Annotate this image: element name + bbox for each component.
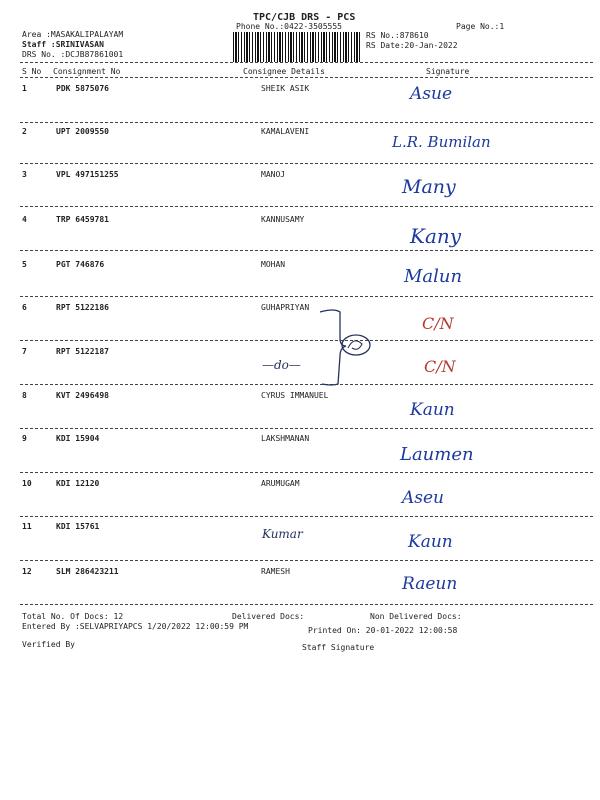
handwritten-signature: Kany	[410, 224, 462, 248]
staff-signature-label: Staff Signature	[302, 643, 375, 652]
drs-number: DRS No. :DCJB87861001	[22, 50, 124, 59]
row-sno: 2	[22, 127, 27, 136]
row-divider	[20, 206, 593, 207]
row-divider	[20, 604, 593, 605]
column-header-signature: Signature	[426, 67, 470, 76]
row-consignee: GUHAPRIYAN	[261, 303, 310, 312]
row-consignment-no: KDI 15904	[56, 434, 100, 443]
handwritten-signature: Aseu	[402, 488, 445, 508]
row-sno: 4	[22, 215, 27, 224]
row-sno: 9	[22, 434, 27, 443]
handwritten-note: C/N	[422, 314, 454, 333]
phone-number: Phone No.:0422-3505555	[236, 22, 342, 31]
row-sno: 10	[22, 479, 32, 488]
page-number: Page No.:1	[456, 22, 505, 31]
area-label: Area :MASAKALIPALAYAM	[22, 30, 124, 39]
row-sno: 8	[22, 391, 27, 400]
row-consignment-no: KVT 2496498	[56, 391, 109, 400]
row-consignee: ARUMUGAM	[261, 479, 300, 488]
row-sno: 11	[22, 522, 32, 531]
row-divider	[20, 472, 593, 473]
row-consignment-no: PDK 5875076	[56, 84, 109, 93]
row-consignment-no: KDI 12120	[56, 479, 100, 488]
row-sno: 12	[22, 567, 32, 576]
handwritten-signature: Many	[402, 176, 456, 198]
entered-by: Entered By :SELVAPRIYAPCS 1/20/2022 12:00:59 PM	[22, 622, 249, 631]
row-consignee: MOHAN	[261, 260, 286, 269]
document-title: TPC/CJB DRS - PCS	[253, 12, 356, 23]
bracket-mark-icon	[318, 298, 388, 388]
row-consignment-no: RPT 5122187	[56, 347, 109, 356]
row-divider	[20, 163, 593, 164]
handwritten-signature: Malun	[404, 266, 463, 287]
row-consignment-no: VPL 497151255	[56, 170, 119, 179]
row-divider	[20, 250, 593, 251]
row-consignment-no: KDI 15761	[56, 522, 100, 531]
printed-on: Printed On: 20-01-2022 12:00:58	[308, 626, 458, 635]
row-sno: 1	[22, 84, 27, 93]
handwritten-signature: Asue	[410, 84, 453, 104]
row-divider	[20, 122, 593, 123]
row-consignment-no: PGT 746876	[56, 260, 105, 269]
row-consignment-no: TRP 6459781	[56, 215, 109, 224]
handwritten-signature: L.R. Bumilan	[392, 133, 491, 151]
row-divider	[20, 296, 593, 297]
row-consignee: MANOJ	[261, 170, 286, 179]
row-consignee: LAKSHMANAN	[261, 434, 310, 443]
handwritten-signature: Raeun	[402, 574, 458, 594]
ditto-mark: —do—	[262, 358, 301, 372]
staff-label: Staff :SRINIVASAN	[22, 40, 104, 49]
handwritten-signature: Kaun	[410, 400, 455, 420]
row-consignee: SHEIK ASIK	[261, 84, 310, 93]
row-sno: 5	[22, 260, 27, 269]
handwritten-note: C/N	[424, 357, 456, 376]
verified-by: Verified By	[22, 640, 75, 649]
row-consignee: Kumar	[262, 527, 303, 541]
non-delivered-docs: Non Delivered Docs:	[370, 612, 462, 621]
column-header-divider	[20, 77, 593, 78]
row-consignment-no: UPT 2009550	[56, 127, 109, 136]
handwritten-signature: Laumen	[400, 444, 474, 465]
row-divider	[20, 560, 593, 561]
rs-number: RS No.:878610	[366, 31, 429, 40]
row-sno: 3	[22, 170, 27, 179]
column-header-consignment: Consignment No	[53, 67, 121, 76]
header-divider	[20, 62, 593, 63]
row-consignment-no: SLM 286423211	[56, 567, 119, 576]
row-divider	[20, 340, 593, 341]
row-consignee: KANNUSAMY	[261, 215, 305, 224]
row-consignee: KAMALAVENI	[261, 127, 310, 136]
row-divider	[20, 428, 593, 429]
rs-date: RS Date:20-Jan-2022	[366, 41, 458, 50]
row-consignment-no: RPT 5122186	[56, 303, 109, 312]
row-consignee: CYRUS IMMANUEL	[261, 391, 329, 400]
delivered-docs: Delivered Docs:	[232, 612, 305, 621]
handwritten-signature: Kaun	[408, 532, 453, 552]
row-sno: 7	[22, 347, 27, 356]
row-consignee: RAMESH	[261, 567, 290, 576]
row-divider	[20, 384, 593, 385]
column-header-consignee: Consignee Details	[243, 67, 325, 76]
column-header-sno: S No	[22, 67, 42, 76]
row-divider	[20, 516, 593, 517]
row-sno: 6	[22, 303, 27, 312]
barcode-image	[233, 32, 361, 62]
total-docs: Total No. Of Docs: 12	[22, 612, 124, 621]
